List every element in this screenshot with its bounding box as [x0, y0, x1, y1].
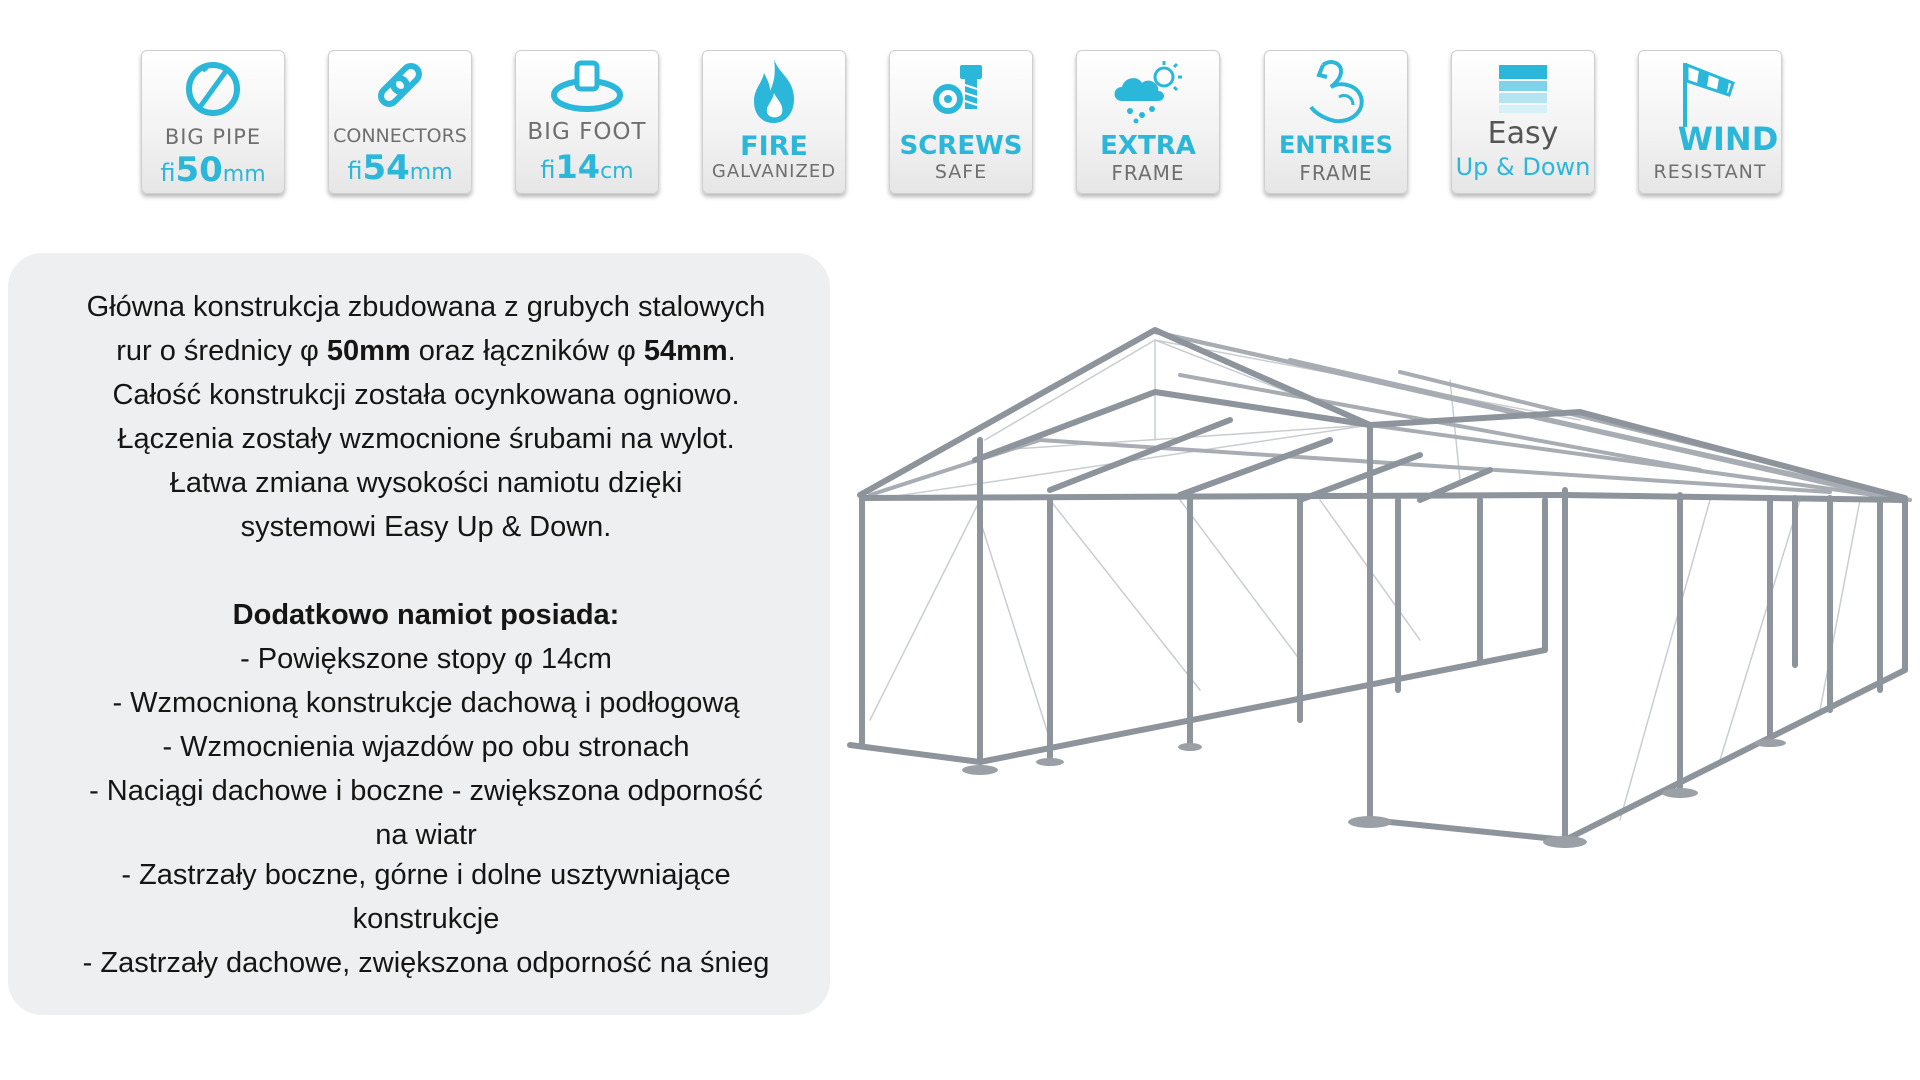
badge-label: CONNECTORS	[333, 125, 467, 147]
feature-item: - Zastrzały boczne, górne i dolne usztywniające	[121, 859, 731, 891]
desc-line: Łatwa zmiana wysokości namiotu dzięki	[169, 467, 683, 499]
badge-label: SCREWS	[899, 131, 1023, 161]
badge-prefix: fi	[347, 157, 363, 185]
desc-fragment: oraz łączników φ	[410, 335, 644, 367]
feature-item: - Wzmocnioną konstrukcje dachową i podłogową	[112, 687, 740, 719]
badge-big-foot	[515, 50, 659, 194]
badge-connectors	[328, 50, 472, 194]
badge-value	[329, 148, 471, 188]
screw-bolt-icon	[926, 57, 996, 123]
badge-extra-frame	[1076, 50, 1220, 194]
desc-line: Łączenia zostały wzmocnione śrubami na wylot.	[117, 423, 735, 455]
badge-sublabel: SAFE	[934, 161, 988, 183]
feature-item: - Powiększone stopy φ 14cm	[240, 643, 612, 675]
badge-label: ENTRIES	[1279, 131, 1393, 159]
feature-item: - Zastrzały dachowe, zwiększona odporność na śnieg	[82, 947, 770, 979]
badge-easy	[1451, 50, 1595, 194]
foot-plate-icon	[547, 57, 627, 121]
connector-diameter-value: 54mm	[643, 335, 728, 367]
features-heading	[20, 593, 832, 637]
badge-screws	[889, 50, 1033, 194]
desc-line: Główna konstrukcja zbudowana z grubych stalowych	[86, 291, 766, 323]
badge-label: Easy	[1487, 116, 1559, 151]
flexed-arm-icon	[1301, 57, 1371, 129]
desc-fragment: rur o średnicy φ	[116, 335, 327, 367]
desc-line: systemowi Easy Up & Down.	[240, 511, 612, 543]
badge-label: BIG PIPE	[164, 125, 262, 149]
badge-sublabel: RESISTANT	[1653, 161, 1767, 183]
badge-unit: mm	[222, 162, 266, 187]
badge-entries	[1264, 50, 1408, 194]
desc-line: Całość konstrukcji została ocynkowana ogniowo.	[112, 379, 740, 411]
badge-sublabel: FRAME	[1299, 161, 1373, 185]
badge-value	[142, 150, 284, 190]
chain-link-icon	[365, 57, 435, 121]
badge-prefix: fi	[160, 159, 176, 187]
features-heading-text: Dodatkowo namiot posiada:	[232, 599, 620, 631]
windsock-icon	[1675, 57, 1745, 129]
badge-label: BIG FOOT	[527, 119, 647, 145]
feature-item: - Naciągi dachowe i boczne - zwiększona odporność	[89, 775, 763, 807]
badge-number: 54	[362, 148, 410, 188]
feature-badges	[0, 0, 1920, 200]
badge-big-pipe	[141, 50, 285, 194]
feature-item: - Wzmocnienia wjazdów po obu stronach	[162, 731, 690, 763]
badge-sublabel: GALVANIZED	[711, 161, 837, 182]
badge-fire	[702, 50, 846, 194]
badge-sublabel: FRAME	[1111, 161, 1185, 185]
badge-unit: mm	[409, 160, 453, 185]
badge-prefix: fi	[540, 156, 556, 184]
tent-frame-image	[840, 300, 1920, 860]
description-text	[20, 285, 832, 985]
flame-icon	[744, 57, 804, 127]
snow-cloud-sun-icon	[1108, 57, 1188, 125]
badge-label: FIRE	[740, 131, 808, 162]
desc-fragment: .	[727, 335, 736, 367]
feature-item: na wiatr	[375, 819, 477, 851]
badge-unit: cm	[600, 159, 634, 184]
badge-sublabel: Up & Down	[1455, 153, 1591, 181]
badge-label: EXTRA	[1100, 131, 1196, 161]
feature-item: konstrukcje	[352, 903, 500, 935]
pipe-diameter-icon	[178, 57, 248, 121]
badge-number: 14	[555, 148, 601, 186]
height-levels-icon	[1493, 57, 1553, 119]
badge-value	[516, 148, 658, 186]
badge-wind	[1638, 50, 1782, 194]
desc-line	[20, 329, 832, 373]
pipe-diameter-value: 50mm	[326, 335, 411, 367]
badge-number: 50	[175, 150, 223, 190]
badge-label: WIND	[1677, 120, 1779, 158]
